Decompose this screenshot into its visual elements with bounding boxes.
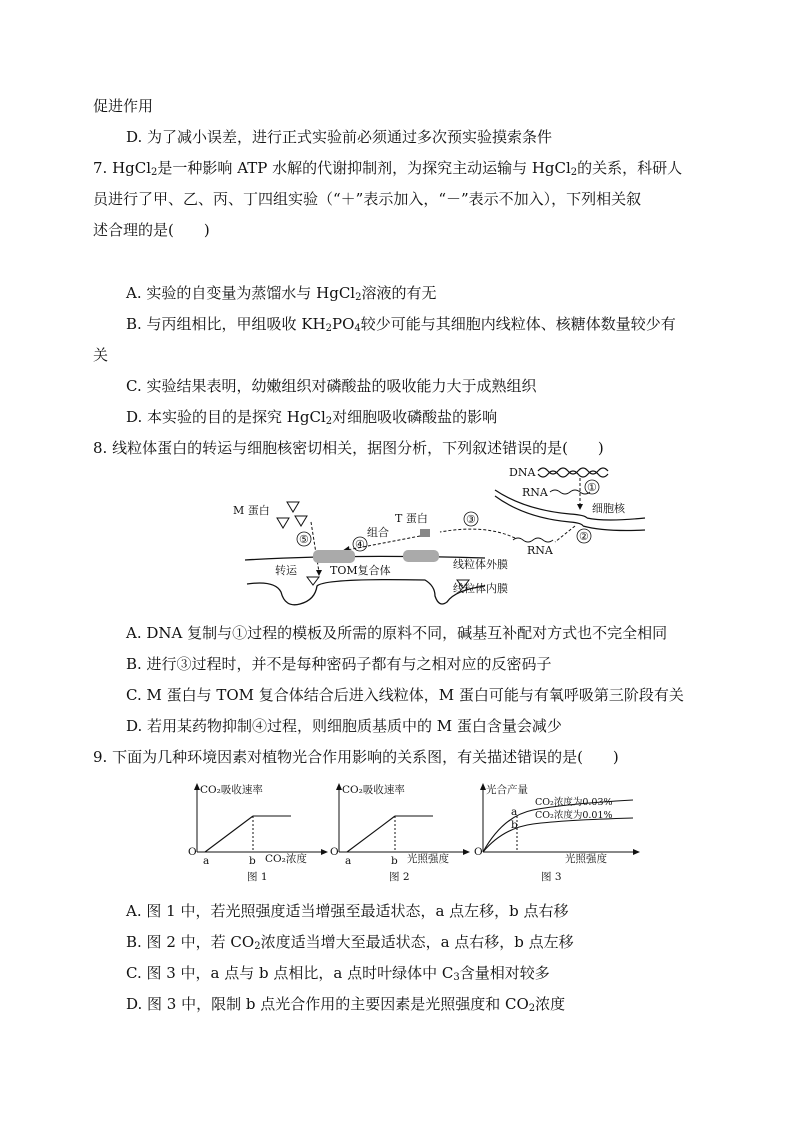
- question-9-option-d: D. 图 3 中，限制 b 点光合作用的主要因素是光照强度和 $CO_2$浓度: [126, 995, 566, 1014]
- figure-1-xlabel: CO₂浓度: [265, 853, 307, 865]
- t-protein-label: T 蛋白: [395, 512, 428, 525]
- tom-complex-shape: [403, 550, 439, 562]
- figure-1-point-b: b: [249, 855, 256, 867]
- question-8-option-d: D. 若用某药物抑制④过程，则细胞质基质中的 M 蛋白含量会减少: [126, 717, 562, 735]
- figure-1-origin: O: [188, 846, 197, 858]
- figure-1-curve: [205, 816, 253, 852]
- question-7-option-c: C. 实验结果表明，幼嫩组织对磷酸盐的吸收能力大于成熟组织: [126, 377, 537, 395]
- figure-3-point-b: b: [511, 819, 518, 831]
- figure-3-point-a: a: [511, 806, 518, 818]
- outer-membrane: [245, 556, 485, 560]
- m-protein-shape: [295, 516, 307, 526]
- arrow-head: [577, 504, 583, 510]
- m-protein-shape: [287, 502, 299, 512]
- question-7-option-b: B. 与丙组相比，甲组吸收 $KH_2PO_4$较少可能与其细胞内线粒体、核糖体数量较少有: [126, 315, 676, 334]
- question-8-option-c: C. M 蛋白与 TOM 复合体结合后进入线粒体，M 蛋白可能与有氧呼吸第三阶段有关: [126, 686, 684, 704]
- question-8-option-b: B. 进行③过程时，并不是每种密码子都有与之相对应的反密码子: [126, 655, 552, 673]
- figure-2-point-b: b: [391, 855, 398, 867]
- figure-2-curve: [347, 816, 395, 852]
- inner-membrane: [247, 580, 485, 605]
- figure-1: [188, 783, 328, 883]
- question-8-stem: 8. 线粒体蛋白的转运与细胞核密切相关，据图分析，下列叙述错误的是( ): [93, 439, 604, 457]
- figure-1-point-a: a: [203, 855, 210, 867]
- question-9-option-a: A. 图 1 中，若光照强度适当增强至最适状态，a 点左移，b 点右移: [126, 902, 569, 920]
- figure-2-point-a: a: [345, 855, 352, 867]
- tom-complex-shape: [313, 550, 355, 563]
- question-7-option-a: A. 实验的自变量为蒸馏水与 HgCl$_2$溶液的有无: [126, 284, 437, 303]
- step-5-label: ⑤: [299, 533, 309, 546]
- nuclear-envelope: [587, 518, 645, 520]
- rna-strand: [513, 538, 553, 542]
- figure-3-curve1-label: CO₂浓度为0.03%: [535, 797, 613, 808]
- figure-2-xlabel: 光照强度: [407, 853, 449, 865]
- arrow-3: [440, 529, 515, 538]
- m-protein-label: M 蛋白: [233, 504, 270, 517]
- text-line: 促进作用: [93, 97, 154, 115]
- question-7-option-b-cont: 关: [93, 346, 109, 364]
- question-7-stem-line2: 员进行了甲、乙、丙、丁四组实验（“＋”表示加入，“－”表示不加入），下列相关叙: [93, 190, 642, 208]
- rna-label-top: RNA: [522, 486, 548, 499]
- mitochondria-protein-diagram: [225, 462, 705, 614]
- outer-membrane-label: 线粒体外膜: [453, 558, 508, 571]
- question-7-stem-line3: 述合理的是( ): [93, 221, 210, 239]
- step-1-label: ①: [587, 481, 597, 494]
- nuclear-envelope: [583, 526, 645, 531]
- arrow-5: [311, 522, 319, 572]
- figure-3-xlabel: 光照强度: [565, 853, 607, 865]
- t-protein-shape: [420, 529, 430, 537]
- inner-membrane-label: 线粒体内膜: [453, 582, 508, 595]
- tom-label: TOM复合体: [330, 564, 391, 577]
- combine-label: 组合: [367, 526, 389, 539]
- question-9-stem: 9. 下面为几种环境因素对植物光合作用影响的关系图，有关描述错误的是( ): [93, 748, 619, 766]
- step-2-label: ②: [579, 530, 589, 543]
- transport-label: 转运: [275, 564, 297, 577]
- question-7-stem-line1: 7. HgCl$_2$是一种影响 ATP 水解的代谢抑制剂，为探究主动运输与 HgCl$_2$的关系，科研人: [93, 159, 683, 178]
- question-7-option-d: D. 本实验的目的是探究 HgCl$_2$对细胞吸收磷酸盐的影响: [126, 408, 498, 427]
- rna-strand: [550, 490, 590, 494]
- nucleus-label: 细胞核: [592, 502, 625, 515]
- figure-2-caption: 图 2: [389, 871, 410, 883]
- figure-2: [330, 783, 470, 883]
- figure-1-caption: 图 1: [247, 871, 268, 883]
- dna-label: DNA: [509, 466, 536, 479]
- step-4-label: ④: [355, 538, 365, 551]
- figure-3-curve2-label: CO₂浓度为0.01%: [535, 810, 613, 821]
- figure-3: [474, 783, 640, 883]
- m-protein-shape: [307, 577, 319, 585]
- figure-1-ylabel: CO₂吸收速率: [200, 784, 263, 796]
- figure-3-caption: 图 3: [541, 871, 562, 883]
- arrow-head: [316, 570, 322, 576]
- rna-label-bottom: RNA: [527, 544, 553, 557]
- step-3-label: ③: [466, 513, 476, 526]
- question-9-option-b: B. 图 2 中，若 $CO_2$浓度适当增大至最适状态，a 点右移，b 点左移: [126, 933, 574, 952]
- photosynthesis-graphs: [183, 780, 653, 885]
- figure-3-origin: O: [474, 846, 483, 858]
- question-8-option-a: A. DNA 复制与①过程的模板及所需的原料不同，碱基互补配对方式也不完全相同: [126, 624, 668, 642]
- figure-2-origin: O: [330, 846, 339, 858]
- option-d: D. 为了减小误差，进行正式实验前必须通过多次预实验摸索条件: [126, 128, 553, 146]
- arrow-2: [555, 526, 575, 542]
- m-protein-shape: [277, 518, 289, 528]
- question-9-option-c: C. 图 3 中，a 点与 b 点相比，a 点时叶绿体中 $C_3$含量相对较多: [126, 964, 550, 983]
- figure-3-ylabel: 光合产量: [486, 784, 528, 796]
- figure-2-ylabel: CO₂吸收速率: [342, 784, 405, 796]
- nuclear-envelope: [495, 496, 583, 526]
